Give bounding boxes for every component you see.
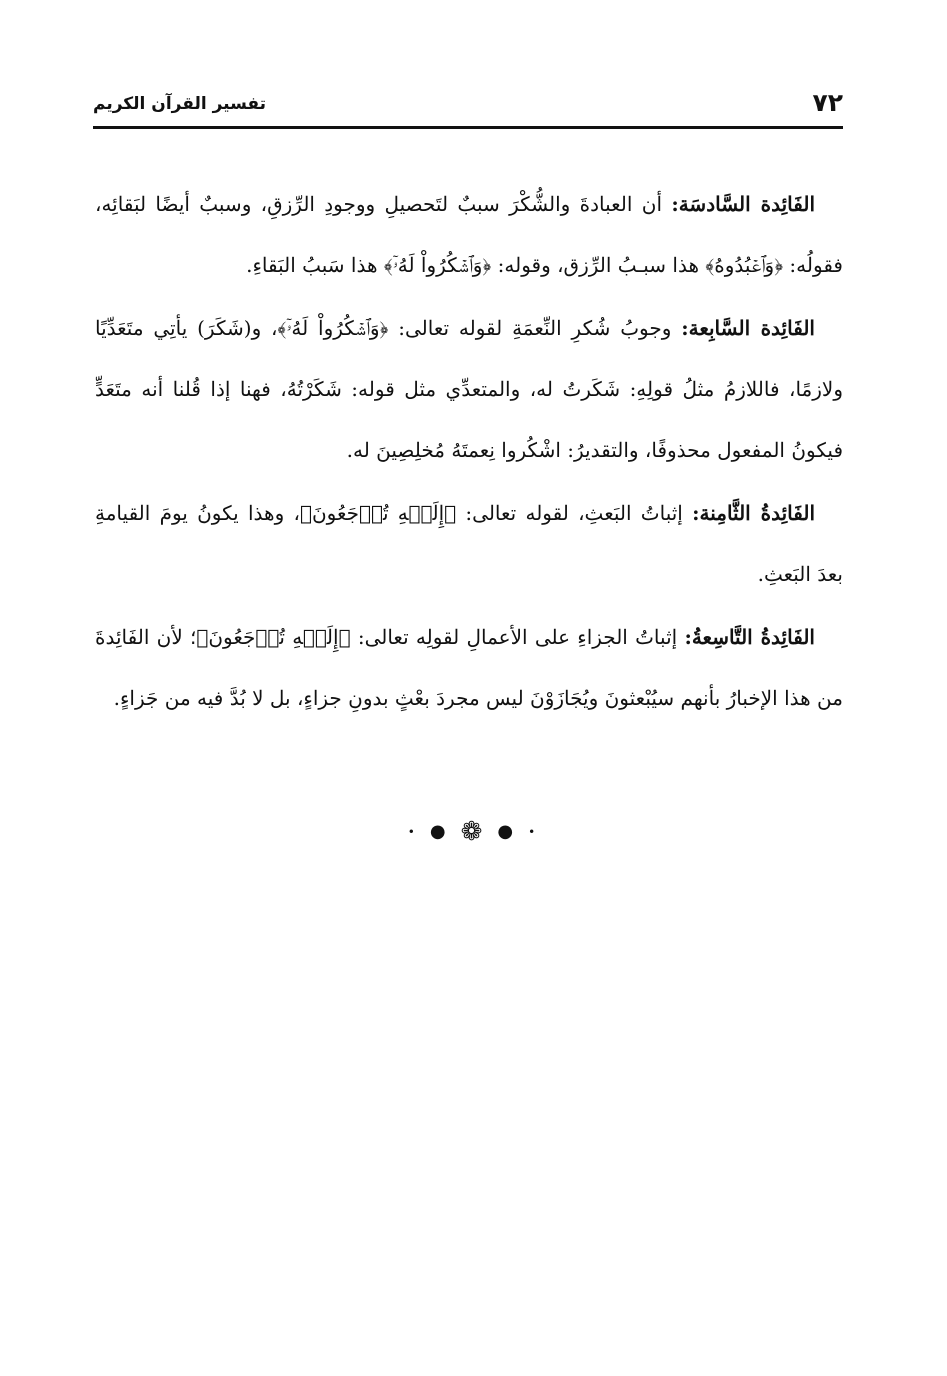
floral-ornament-icon: ❁ bbox=[460, 817, 487, 847]
paragraph-text: إثباتُ الجزاءِ على الأعمالِ لقولِه تعالى: ﴿إِلَيۡهِ تُرۡجَعُونَ﴾؛ لأن الفَائِدةَ من هذا الإخبارُ بأنهم سيُبْعثونَ ويُجَازَوْنَ ليس مجردَ بعْثٍ بدونِ جزاءٍ، بل لا بُدَّ فيه من جَزاءٍ. bbox=[95, 625, 843, 710]
medium-dot-icon: ● bbox=[429, 821, 450, 842]
small-dot-icon: • bbox=[407, 825, 419, 839]
paragraph-heading: الفَائِدةُ التَّاسِعةُ: bbox=[684, 625, 815, 649]
paragraph-heading: الفَائِدةُ الثَّامِنة: bbox=[692, 501, 815, 525]
paragraph-eighth-benefit bbox=[95, 483, 843, 605]
section-end-ornament bbox=[0, 812, 947, 852]
paragraph-text: أن العبادةَ والشُّكْرَ سببٌ لتَحصيلِ ووجودِ الرِّزقِ، وسببٌ أيضًا لبَقائِه، فقولُه: ﴿وَٱعۡبُدُوهُ﴾ هذا سبـبُ الرِّزق، وقوله: ﴿وَٱشۡكُرُواْ لَهُۥٓ﴾ هذا سَببُ البَقاءِ. bbox=[95, 192, 843, 277]
paragraph-text: إثباتُ البَعثِ، لقوله تعالى: ﴿إِلَيۡهِ تُرۡجَعُونَ﴾، وهذا يكونُ يومَ القيامةِ بعدَ البَعثِ. bbox=[95, 501, 843, 586]
page-header bbox=[93, 86, 843, 124]
paragraph-text: وجوبُ شُكرِ النِّعمَةِ لقوله تعالى: ﴿وَٱشۡكُرُواْ لَهُۥٓ﴾، و(شَكَرَ) يأتِي متَعَدِّيًا ولازمًا، فاللازمُ مثلُ قولِهِ: شَكَرتُ له، والمتعدِّي مثل قوله: شَكَرْتُهُ، فهنا إذا قُلنا أنه متَعَدٍّ فيكونُ المفعول محذوفًا، والتقديرُ: اشْكُروا نِعمتَهُ مُخلِصِينَ له. bbox=[95, 316, 843, 462]
page-number: ٧٢ bbox=[812, 88, 843, 117]
small-dot-icon: • bbox=[528, 825, 540, 839]
book-title: تفسير القرآن الكريم bbox=[93, 94, 267, 114]
header-rule bbox=[93, 126, 843, 129]
paragraph-heading: الفَائِدة السَّابِعة: bbox=[681, 316, 815, 340]
paragraph-sixth-benefit bbox=[95, 174, 843, 296]
paragraph-ninth-benefit bbox=[95, 607, 843, 729]
page-body bbox=[95, 174, 843, 731]
paragraph-seventh-benefit bbox=[95, 298, 843, 481]
medium-dot-icon: ● bbox=[497, 821, 518, 842]
paragraph-heading: الفَائِدة السَّادسَة: bbox=[671, 192, 815, 216]
